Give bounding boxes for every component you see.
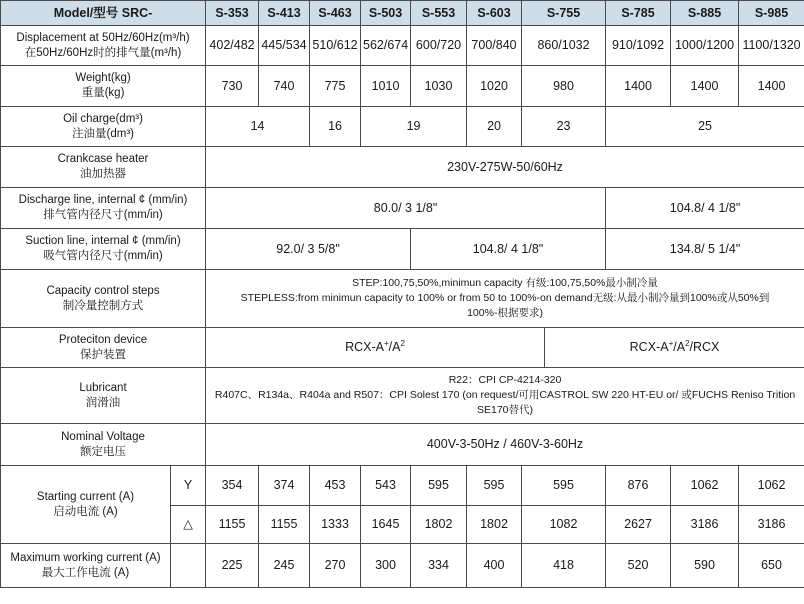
max-working-current-value: 225: [206, 544, 259, 588]
max-working-current-value: 270: [310, 544, 361, 588]
starting-current-y-value: 595: [411, 466, 467, 506]
lubricant-other-cont: SE170替代): [477, 404, 534, 416]
model-header: S-553: [411, 1, 467, 26]
label-en: Lubricant: [79, 381, 127, 394]
crankcase-heater-row: [1, 147, 804, 188]
lubricant-r22: R22：CPI CP-4214-320: [448, 374, 562, 386]
displacement-value: 1000/1200: [671, 26, 739, 66]
capacity-control-label: [1, 270, 206, 328]
model-header: S-785: [606, 1, 671, 26]
capacity-step-text: STEP:100,75,50%,minimun capacity 有级:100,75,50%最小制冷量: [352, 277, 658, 289]
starting-current-delta-value: 1645: [361, 506, 411, 544]
starting-current-delta-value: 1802: [467, 506, 522, 544]
starting-current-label: [1, 466, 171, 544]
suction-line-value: 134.8/ 5 1/4": [606, 229, 804, 270]
nominal-voltage-value: 400V-3-50Hz / 460V-3-60Hz: [206, 424, 804, 466]
starting-current-delta-value: 1082: [522, 506, 606, 544]
weight-value: 1020: [467, 66, 522, 107]
starting-current-y-value: 1062: [671, 466, 739, 506]
displacement-value: 1100/1320: [739, 26, 804, 66]
star-connection-symbol: Y: [171, 466, 206, 506]
max-working-current-value: 400: [467, 544, 522, 588]
label-en: Suction line, internal ¢ (mm/in): [25, 235, 181, 247]
capacity-stepless-text-cont: 100%-根据要求): [467, 307, 543, 319]
nominal-voltage-label: [1, 424, 206, 466]
label-en: Starting current (A): [36, 490, 135, 503]
starting-current-y-value: 595: [467, 466, 522, 506]
label-en: Displacement at 50Hz/60Hz(m³/h): [16, 31, 190, 44]
displacement-value: 910/1092: [606, 26, 671, 66]
suction-line-label: [1, 229, 206, 270]
weight-value: 1400: [606, 66, 671, 107]
label-cn: 润滑油: [85, 396, 121, 409]
capacity-control-value: [206, 270, 804, 328]
starting-current-y-row: [1, 466, 804, 506]
weight-row: [1, 66, 804, 107]
lubricant-label: [1, 368, 206, 424]
max-working-current-value: 300: [361, 544, 411, 588]
weight-value: 730: [206, 66, 259, 107]
max-working-current-value: 334: [411, 544, 467, 588]
displacement-value: 562/674: [361, 26, 411, 66]
model-header: S-755: [522, 1, 606, 26]
max-working-current-row: [1, 544, 804, 588]
protection-device-value-left: RCX-$A^+/A^2$: [206, 328, 545, 368]
label-en: Capacity control steps: [46, 284, 160, 297]
max-working-current-label: [1, 544, 171, 588]
label-en: Nominal Voltage: [61, 430, 145, 443]
capacity-stepless-text: STEPLESS:from minimun capacity to 100% or from 50 to 100%-on demand无级:从最小制冷量到100%或从50%到: [240, 292, 770, 304]
label-cn: 制冷量控制方式: [62, 299, 144, 312]
model-header: S-985: [739, 1, 804, 26]
suction-line-value: 92.0/ 3 5/8": [206, 229, 411, 270]
crankcase-heater-value: 230V-275W-50/60Hz: [206, 147, 804, 188]
displacement-value: 700/840: [467, 26, 522, 66]
label-cn: 最大工作电流 (A): [41, 566, 130, 579]
empty-symbol-cell: [171, 544, 206, 588]
max-working-current-value: 418: [522, 544, 606, 588]
protection-device-label: [1, 328, 206, 368]
discharge-line-value: 104.8/ 4 1/8": [606, 188, 804, 229]
header-row: [1, 1, 804, 26]
displacement-label: [1, 26, 206, 66]
discharge-line-value: 80.0/ 3 1/8": [206, 188, 606, 229]
starting-current-delta-value: 3186: [671, 506, 739, 544]
label-cn: 注油量(dm³): [72, 127, 134, 140]
starting-current-y-value: 374: [259, 466, 310, 506]
label-cn: 排气管内径尺寸(mm/in): [43, 209, 163, 221]
protection-device-row: [1, 328, 804, 368]
label-en: Proteciton device: [58, 333, 148, 346]
starting-current-y-value: 354: [206, 466, 259, 506]
label-en: Crankcase heater: [57, 153, 149, 165]
oil-charge-value: 20: [467, 107, 522, 147]
label-en: Oil charge(dm³): [63, 112, 143, 125]
label-cn: 额定电压: [80, 445, 126, 458]
model-header: S-463: [310, 1, 361, 26]
starting-current-delta-value: 1802: [411, 506, 467, 544]
starting-current-y-value: 453: [310, 466, 361, 506]
starting-current-y-value: 543: [361, 466, 411, 506]
weight-value: 740: [259, 66, 310, 107]
delta-connection-symbol: △: [171, 506, 206, 544]
discharge-line-label: [1, 188, 206, 229]
capacity-control-row: [1, 270, 804, 328]
starting-current-delta-value: 1155: [259, 506, 310, 544]
starting-current-y-value: 876: [606, 466, 671, 506]
max-working-current-value: 245: [259, 544, 310, 588]
oil-charge-value: 14: [206, 107, 310, 147]
displacement-value: 402/482: [206, 26, 259, 66]
max-working-current-value: 590: [671, 544, 739, 588]
weight-value: 1400: [739, 66, 804, 107]
lubricant-value: [206, 368, 804, 424]
starting-current-delta-value: 3186: [739, 506, 804, 544]
starting-current-delta-value: 2627: [606, 506, 671, 544]
displacement-value: 510/612: [310, 26, 361, 66]
oil-charge-value: 25: [606, 107, 804, 147]
displacement-value: 860/1032: [522, 26, 606, 66]
model-header: S-503: [361, 1, 411, 26]
label-cn: 保护装置: [80, 348, 126, 361]
crankcase-heater-label: [1, 147, 206, 188]
lubricant-row: [1, 368, 804, 424]
suction-line-row: [1, 229, 804, 270]
oil-charge-label: [1, 107, 206, 147]
lubricant-other: R407C、R134a、R404a and R507：CPI Solest 170 (on request/可用CASTROL SW 220 HT-EU or/ 或FUCHS Reniso Trition: [214, 389, 796, 401]
label-en: Maximum working current (A): [10, 551, 161, 564]
suction-line-value: 104.8/ 4 1/8": [411, 229, 606, 270]
starting-current-delta-value: 1333: [310, 506, 361, 544]
starting-current-y-value: 595: [522, 466, 606, 506]
protection-device-value-right: RCX-$A^+/A^2$/RCX: [545, 328, 804, 368]
displacement-value: 600/720: [411, 26, 467, 66]
oil-charge-value: 16: [310, 107, 361, 147]
model-header: S-413: [259, 1, 310, 26]
model-header: S-603: [467, 1, 522, 26]
model-header: S-353: [206, 1, 259, 26]
nominal-voltage-row: [1, 424, 804, 466]
max-working-current-value: 520: [606, 544, 671, 588]
displacement-value: 445/534: [259, 26, 310, 66]
discharge-line-row: [1, 188, 804, 229]
starting-current-y-value: 1062: [739, 466, 804, 506]
weight-value: 1030: [411, 66, 467, 107]
label-cn: 重量(kg): [81, 87, 125, 99]
oil-charge-value: 19: [361, 107, 467, 147]
oil-charge-row: [1, 107, 804, 147]
weight-value: 1400: [671, 66, 739, 107]
label-cn: 在50Hz/60Hz时的排气量(m³/h): [24, 46, 182, 59]
weight-label: [1, 66, 206, 107]
weight-value: 980: [522, 66, 606, 107]
label-cn: 油加热器: [80, 168, 126, 180]
label-cn: 吸气管内径尺寸(mm/in): [43, 250, 163, 262]
displacement-row: [1, 26, 804, 66]
weight-value: 775: [310, 66, 361, 107]
model-header: S-885: [671, 1, 739, 26]
label-en: Discharge line, internal ¢ (mm/in): [18, 194, 188, 206]
weight-value: 1010: [361, 66, 411, 107]
max-working-current-value: 650: [739, 544, 804, 588]
oil-charge-value: 23: [522, 107, 606, 147]
label-cn: 启动电流 (A): [53, 505, 118, 518]
starting-current-delta-value: 1155: [206, 506, 259, 544]
label-en: Weight(kg): [75, 72, 131, 84]
model-header-label: Model/型号 SRC-: [1, 1, 206, 26]
